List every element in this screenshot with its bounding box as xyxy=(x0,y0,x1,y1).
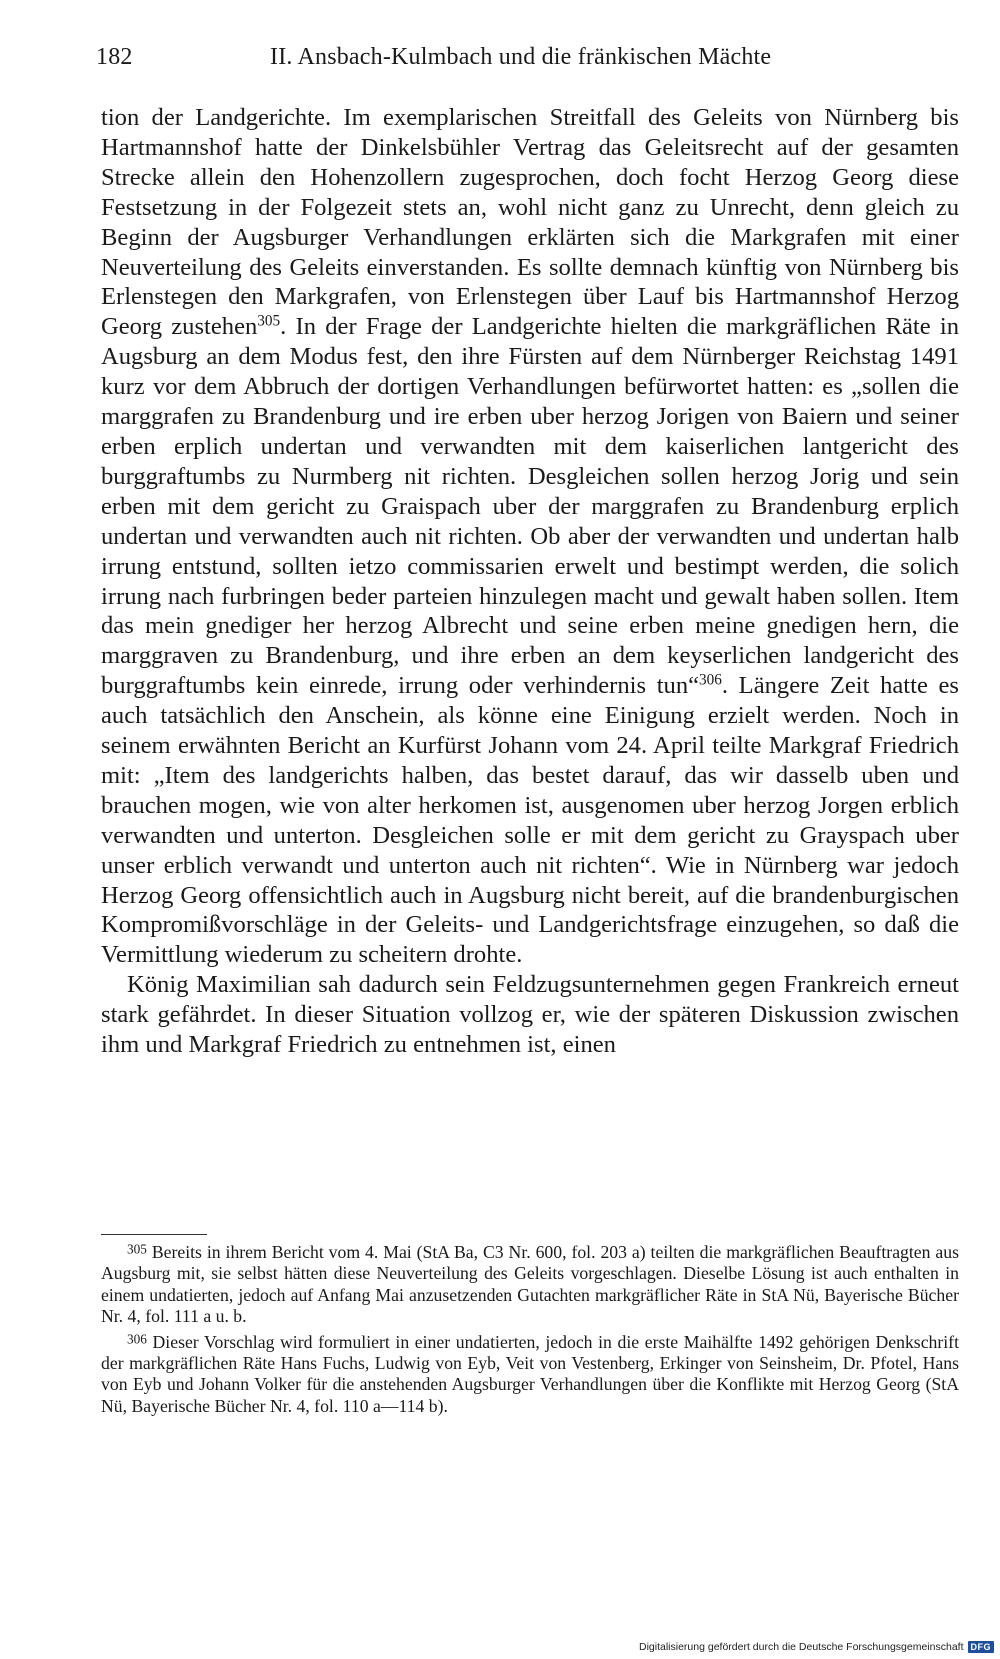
footnote-separator xyxy=(101,1234,207,1235)
paragraph-2: König Maximilian sah dadurch sein Feldzugsunternehmen gegen Frankreich erneut stark gefährdet. In dieser Situation vollzog er, wie der späteren Diskussion zwischen ihm und Markgraf Friedrich zu entnehmen ist, einen xyxy=(101,971,959,1059)
footnote-text: Dieser Vorschlag wird formuliert in einer undatierten, jedoch in die erste Maihälfte 1492 gehörigen Denkschrift der markgräflichen Räte Hans Fuchs, Ludwig von Eyb, Veit von Vestenberg, Erkinger von Seinsheim, Dr. Pfotel, Hans von Eyb und Johann Volker für die anstehenden Augsburger Verhandlungen über die Konflikte mit Herzog Georg (StA Nü, Bayerische Bücher Nr. 4, fol. 110 a—114 b). xyxy=(101,1331,959,1416)
page-number: 182 xyxy=(96,44,133,70)
paragraph-1-part-b: . In der Frage der Landgerichte hielten die markgräflichen Räte in Augsburg an dem Modus fest, den ihre Fürsten auf dem Nürnberger Reichstag 1491 kurz vor dem Abbruch der dortigen Verhandlungen befürwortet hatten: es „sollen die marggrafen zu Brandenburg und ire erben uber herzog Jorigen von Baiern und seiner erben erplich undertan und verwandten mit dem kaiserlichen lantgericht des burggraftumbs zu Nurmberg nit richten. Desgleichen sollen herzog Jorig und sein erben mit dem gericht zu Graispach uber der marggrafen zu Brandenburg erplich undertan und verwandten auch nit richten. Ob aber der verwandten und undertan halb irrung entstund, sollten ietzo commissarien erwelt und bestimpt werden, die solich irrung nach furbringen beder parteien hinzulegen macht und gewalt haben sollen. Item das mein gnediger her herzog Albrecht und seine erben meine gnedigen hern, die marggraven zu Brandenburg, und ihre erben an dem keyserlichen landgericht des burggraftumbs kein einrede, irrung oder verhindernis tun“ xyxy=(101,313,959,700)
running-title: II. Ansbach-Kulmbach und die fränkischen Mächte xyxy=(270,44,772,70)
body-text xyxy=(101,103,959,1060)
footnotes xyxy=(101,1242,959,1421)
footnote-ref-306[interactable]: 306 xyxy=(699,671,722,689)
footnote-305 xyxy=(101,1242,959,1328)
credit-text: Digitalisierung gefördert durch die Deutsche Forschungsgemeinschaft xyxy=(638,1641,964,1653)
footnote-ref-305[interactable]: 305 xyxy=(257,312,281,330)
paragraph-1 xyxy=(101,103,959,970)
digitization-credit xyxy=(639,1639,994,1655)
paragraph-1-part-c: . Längere Zeit hatte es auch tatsächlich den Anschein, als könne eine Einigung erzielt werden. Noch in seinem erwähnten Bericht an Kurfürst Johann vom 24. April teilte Markgraf Friedrich mit: „Item des landgerichts halben, das bestet darauf, das wir dasselb uben und brauchen mogen, wie von alter herkomen ist, ausgenomen uber herzog Jorgen erblich verwandten und unterton. Desgleichen solle er mit dem gericht zu Grayspach uber unser erblich verwandt und unterton auch nit richten“. Wie in Nürnberg war jedoch Herzog Georg offensichtlich auch in Augsburg nicht bereit, auf die brandenburgischen Kompromißvorschläge in der Geleits- und Landgerichtsfrage einzugehen, so daß die Vermittlung wiederum zu scheitern drohte. xyxy=(101,672,959,969)
footnote-306 xyxy=(101,1332,959,1418)
footnote-text: Bereits in ihrem Bericht vom 4. Mai (StA Ba, C3 Nr. 600, fol. 203 a) teilten die markgräflichen Beauftragten aus Augsburg mit, sie selbst hätten diese Neuverteilung des Geleits vorgeschlagen. Dieselbe Lösung ist auch enthalten in einem undatierten, jedoch auf Anfang Mai anzusetzenden Gutachten markgräflicher Räte in StA Nü, Bayerische Bücher Nr. 4, fol. 111 a u. b. xyxy=(101,1242,959,1327)
paragraph-1-part-a: tion der Landgerichte. Im exemplarischen Streitfall des Geleits von Nürnberg bis Hartmannshof hatte der Dinkelsbühler Vertrag das Geleitsrecht auf der gesamten Strecke allein den Hohenzollern zugesprochen, doch focht Herzog Georg diese Festsetzung in der Folgezeit stets an, wohl nicht ganz zu Unrecht, denn gleich zu Beginn der Augsburger Verhandlungen erklärten sich die Markgrafen mit einer Neuverteilung des Geleits einverstanden. Es sollte demnach künftig von Nürnberg bis Erlenstegen den Markgrafen, von Erlenstegen über Lauf bis Hartmannshof Herzog Georg zustehen xyxy=(101,104,959,341)
footnote-number: 306 xyxy=(127,1330,147,1346)
footnote-number: 305 xyxy=(127,1241,147,1257)
dfg-logo-icon: DFG xyxy=(968,1641,995,1653)
running-head xyxy=(96,44,926,84)
